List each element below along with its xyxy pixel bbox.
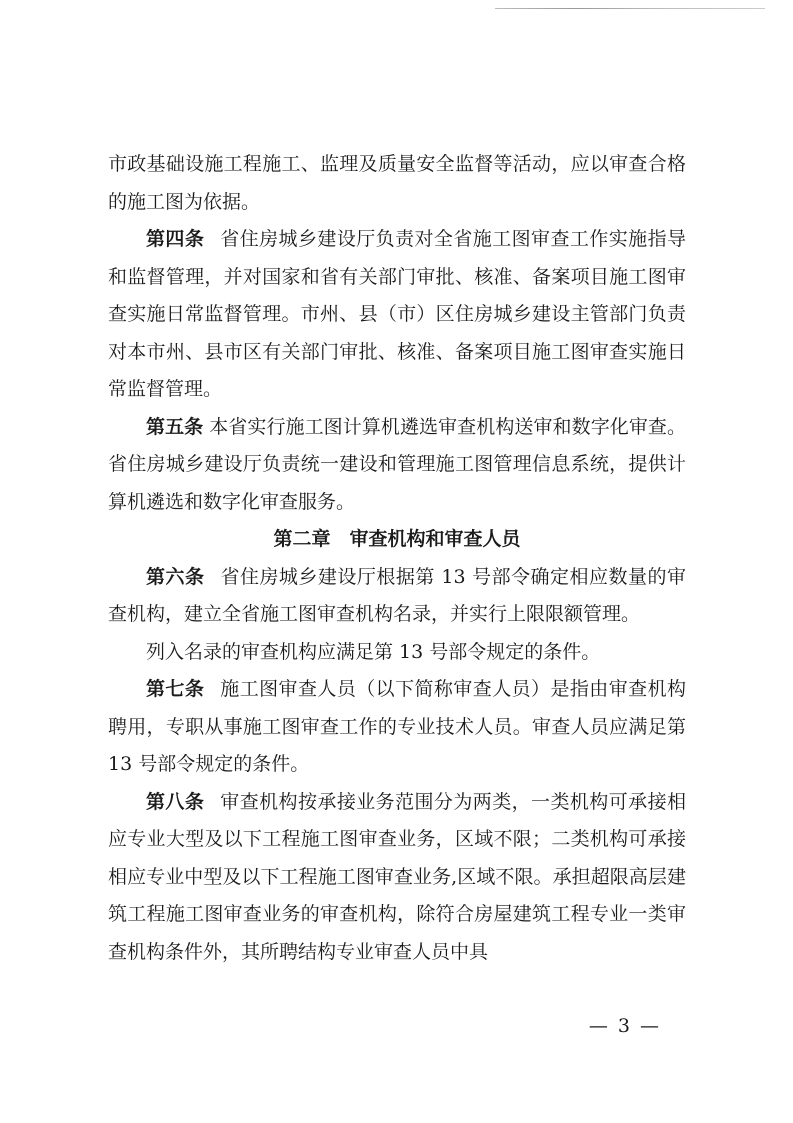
article-label: 第八条	[146, 790, 205, 813]
scan-edge-line	[495, 8, 765, 9]
page-number: — 3 —	[588, 1015, 661, 1037]
article-label: 第五条	[146, 415, 204, 438]
article-label: 第四条	[146, 228, 205, 250]
paragraph-text: 市政基础设施工程施工、监理及质量安全监督等活动，应以审查合格的施工图为依据。	[108, 153, 686, 213]
article-text: 本省实行施工图计算机遴选审查机构送审和数字化审查。省住房城乡建设厅负责统一建设和管理施工图管理信息系统，提供计算机遴选和数字化审查服务。	[108, 415, 686, 513]
article-4	[108, 221, 686, 409]
article-8	[108, 784, 686, 972]
article-7	[108, 671, 686, 784]
paragraph-text: 列入名录的审查机构应满足第 13 号部令规定的条件。	[146, 640, 601, 663]
article-label: 第六条	[146, 565, 205, 588]
document-body	[108, 146, 686, 971]
article-text: 省住房城乡建设厅负责对全省施工图审查工作实施指导和监督管理，并对国家和省有关部门审批、核准、备案项目施工图审查实施日常监督管理。市州、县（市）区住房城乡建设主管部门负责对本市州、县市区有关部门审批、核准、备案项目施工图审查实施日常监督管理。	[108, 228, 686, 400]
article-6	[108, 559, 686, 634]
article-label: 第七条	[146, 678, 205, 700]
article-6-continued	[108, 634, 686, 672]
chapter-heading: 第二章 审查机构和审查人员	[273, 528, 521, 550]
article-text: 省住房城乡建设厅根据第 13 号部令确定相应数量的审查机构，建立全省施工图审查机构名录，并实行上限限额管理。	[108, 565, 686, 625]
article-text: 施工图审查人员（以下简称审查人员）是指由审查机构聘用，专职从事施工图审查工作的专业技术人员。审查人员应满足第 13 号部令规定的条件。	[108, 678, 686, 775]
article-5	[108, 409, 686, 522]
paragraph-continuation	[108, 146, 686, 221]
article-text: 审查机构按承接业务范围分为两类，一类机构可承接相应专业大型及以下工程施工图审查业务，区域不限；二类机构可承接相应专业中型及以下工程施工图审查业务,区域不限。承担超限高层建筑工程施工图审查业务的审查机构，除符合房屋建筑工程专业一类审查机构条件外，其所聘结构专业审查人员中具	[108, 790, 686, 963]
